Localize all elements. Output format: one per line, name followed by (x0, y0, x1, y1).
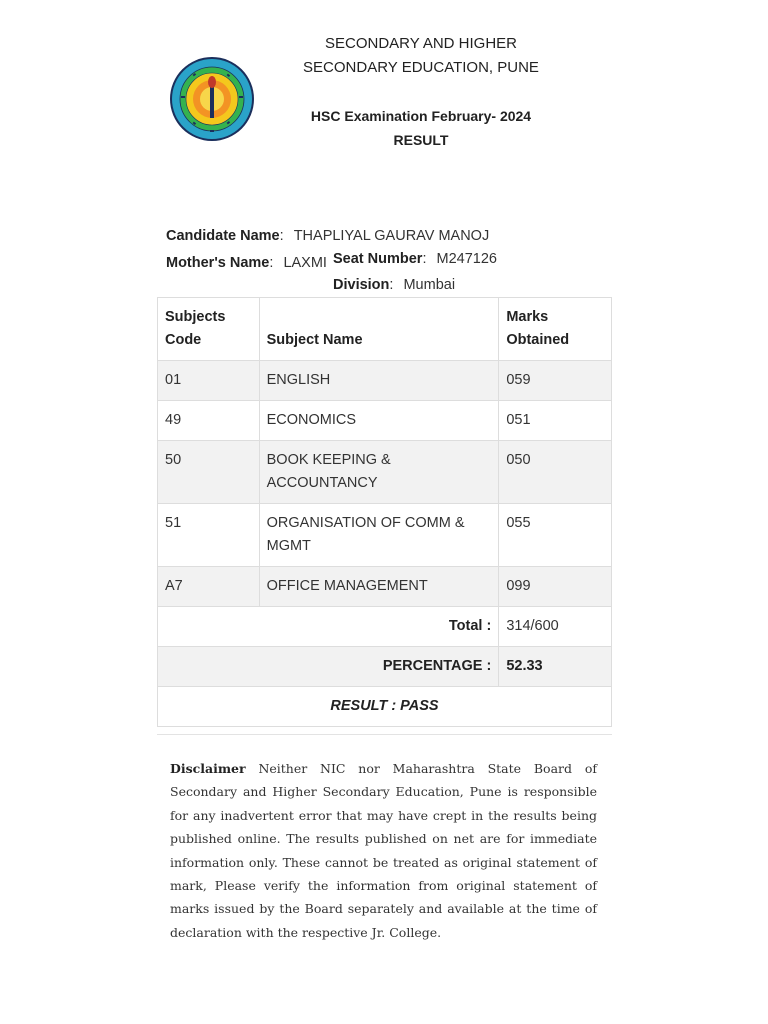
board-seal-logo (169, 56, 255, 142)
subject-code: 51 (158, 504, 260, 567)
mother-name-value: LAXMI (283, 255, 327, 271)
header-subject-code (158, 298, 260, 361)
board-name-line2: SECONDARY EDUCATION, PUNE (303, 59, 539, 76)
subject-code: 49 (158, 401, 260, 441)
total-label: Total : (158, 607, 499, 647)
mother-name-row (166, 255, 327, 271)
exam-title: HSC Examination February- 2024 (310, 108, 532, 124)
header-marks-obtained (499, 298, 612, 361)
seat-number-row (333, 251, 497, 267)
label-colon: : (389, 277, 394, 293)
disclaimer (170, 757, 597, 944)
divider (157, 734, 612, 735)
table-row (158, 361, 612, 401)
candidate-name-row (166, 228, 489, 244)
table-row (158, 567, 612, 607)
percentage-value: 52.33 (499, 647, 612, 687)
disclaimer-text: Neither NIC nor Maharashtra State Board of Secondary and Higher Secondary Education, Pune is responsible for any inadvertent error that may have crept in the results being published online. The results published on net are for immediate information only. These cannot be treated as original statement of mark, Please verify the information from original statement of marks issued by the Board separately and available at the time of declaration with the respective Jr. College. (170, 761, 597, 940)
label-colon: : (269, 255, 274, 271)
label-colon: : (422, 251, 427, 267)
marks-table (157, 297, 612, 727)
disclaimer-label: Disclaimer (170, 761, 246, 776)
board-name-line1: SECONDARY AND HIGHER (325, 35, 517, 52)
subject-name: OFFICE MANAGEMENT (259, 567, 499, 607)
subject-name: ECONOMICS (259, 401, 499, 441)
division-label: Division (333, 277, 390, 293)
subject-name: ORGANISATION OF COMM & MGMT (259, 504, 499, 567)
percentage-row (158, 647, 612, 687)
header-subject-code-line1: Subjects (165, 309, 226, 325)
header-marks-line2: Obtained (506, 332, 570, 348)
result-status: RESULT : PASS (158, 687, 612, 727)
subject-marks: 099 (499, 567, 612, 607)
total-row (158, 607, 612, 647)
table-row (158, 401, 612, 441)
result-title: RESULT (393, 132, 449, 148)
header-marks-line1: Marks (506, 309, 549, 325)
table-row (158, 441, 612, 504)
table-header-row (158, 298, 612, 361)
total-value: 314/600 (499, 607, 612, 647)
table-row (158, 504, 612, 567)
subject-name: BOOK KEEPING & ACCOUNTANCY (259, 441, 499, 504)
mother-name-label: Mother's Name (166, 255, 270, 271)
subject-code: 50 (158, 441, 260, 504)
subject-marks: 051 (499, 401, 612, 441)
seat-number-value: M247126 (436, 251, 497, 267)
subject-marks: 059 (499, 361, 612, 401)
header-subject-code-line2: Code (165, 332, 202, 348)
label-colon: : (279, 228, 284, 244)
board-seal-icon (169, 56, 255, 142)
candidate-name-label: Candidate Name (166, 228, 280, 244)
board-header (290, 32, 552, 152)
header-subject-name: Subject Name (259, 298, 499, 361)
subject-name: ENGLISH (259, 361, 499, 401)
candidate-name-value: THAPLIYAL GAURAV MANOJ (293, 228, 490, 244)
percentage-label: PERCENTAGE : (158, 647, 499, 687)
division-value: Mumbai (403, 277, 456, 293)
division-row (333, 277, 455, 293)
subject-code: A7 (158, 567, 260, 607)
seat-number-label: Seat Number (333, 251, 423, 267)
subject-marks: 055 (499, 504, 612, 567)
result-row (158, 687, 612, 727)
subject-code: 01 (158, 361, 260, 401)
subject-marks: 050 (499, 441, 612, 504)
